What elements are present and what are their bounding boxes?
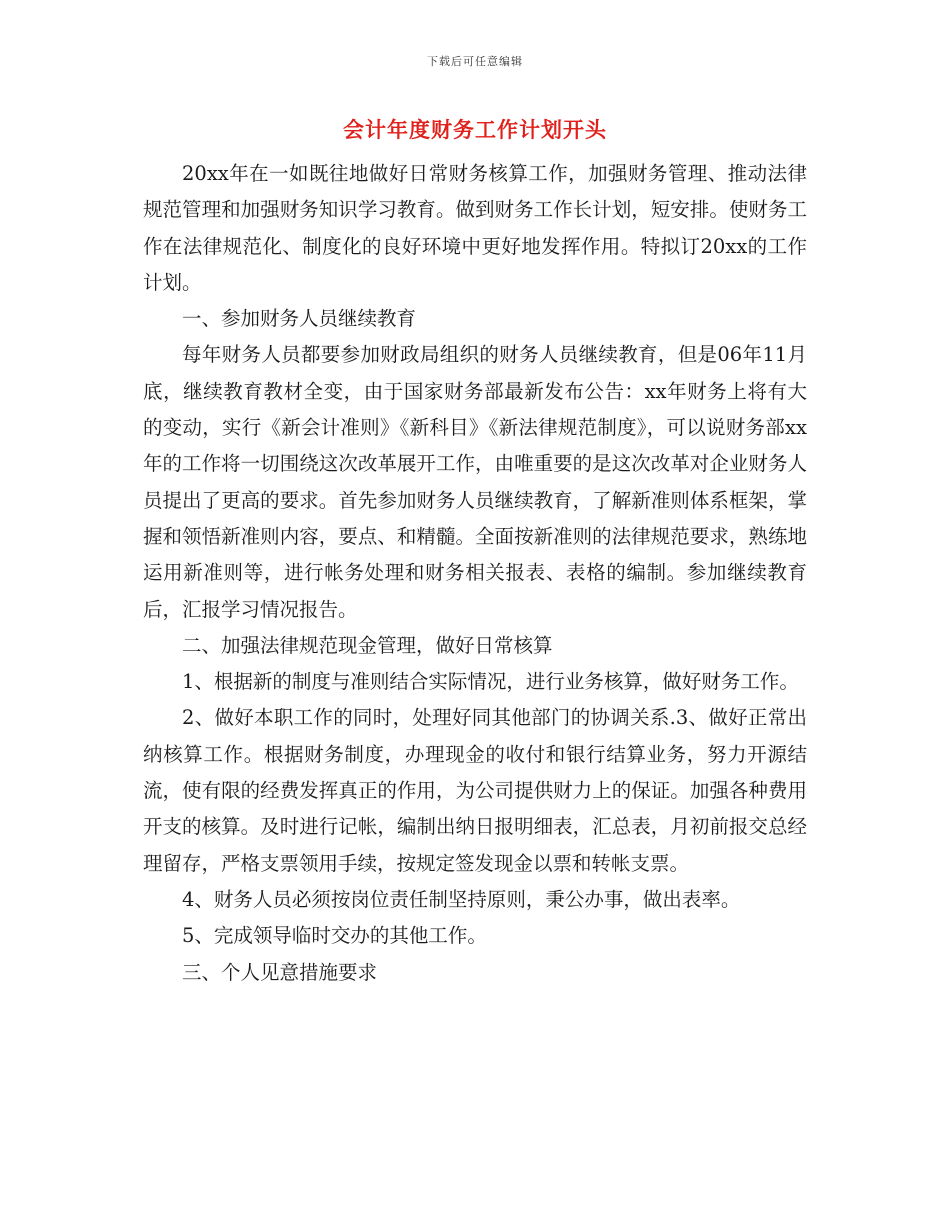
section-heading-3: 三、个人见意措施要求: [182, 960, 378, 984]
section-heading-2: 二、加强法律规范现金管理，做好日常核算: [182, 633, 553, 657]
document-title: 会计年度财务工作计划开头: [343, 117, 607, 142]
paragraph-continuing-education: 每年财务人员都要参加财政局组织的财务人员继续教育，但是06年11月底，继续教育教材全变，由于国家财务部最新发布公告：xx年财务上将有大的变动，实行《新会计准则》《新科目》《新法律规范制度》，可以说财务部xx年的工作将一切围绕这次改革展开工作，由唯重要的是这次改革对企业财务人员提出了更高的要求。首先参加财务人员继续教育，了解新准则体系框架，掌握和领悟新准则内容，要点、和精髓。全面按新准则的法律规范要求，熟练地运用新准则等，进行帐务处理和财务相关报表、表格的编制。参加继续教育后，汇报学习情况报告。: [143, 343, 807, 621]
document-body: [143, 156, 807, 991]
list-item-4: 4、财务人员必须按岗位责任制坚持原则，秉公办事，做出表率。: [182, 887, 741, 911]
paragraph-intro: 20xx年在一如既往地做好日常财务核算工作，加强财务管理、推动法律规范管理和加强财务知识学习教育。做到财务工作长计划，短安排。使财务工作在法律规范化、制度化的良好环境中更好地发挥作用。特拟订20xx的工作计划。: [143, 162, 807, 294]
list-item-2: 2、做好本职工作的同时，处理好同其他部门的协调关系.3、做好正常出纳核算工作。根据财务制度，办理现金的收付和银行结算业务，努力开源结流，使有限的经费发挥真正的作用，为公司提供财力上的保证。加强各种费用开支的核算。及时进行记帐，编制出纳日报明细表，汇总表，月初前报交总经理留存，严格支票领用手续，按规定签发现金以票和转帐支票。: [143, 706, 807, 875]
list-item-5: 5、完成领导临时交办的其他工作。: [182, 924, 487, 948]
list-item-1: 1、根据新的制度与准则结合实际情况，进行业务核算，做好财务工作。: [182, 670, 799, 694]
page-header-note: 下载后可任意编辑: [427, 55, 523, 68]
section-heading-1: 一、参加财务人员继续教育: [182, 307, 417, 331]
